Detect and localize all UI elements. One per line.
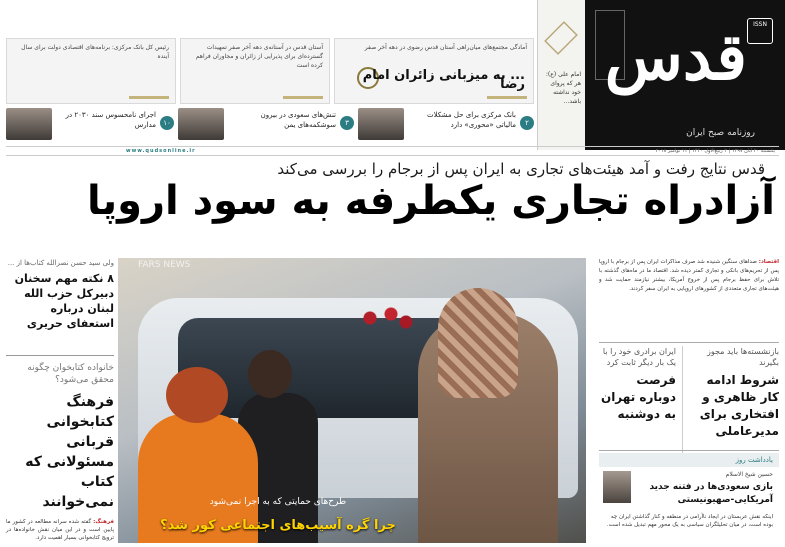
left-column <box>6 258 114 543</box>
promo-accent <box>129 96 169 99</box>
story-kicker: ولی سید حسن نصرالله کتاب‌ها از ... <box>7 259 114 267</box>
masthead <box>585 0 785 150</box>
thumb-item[interactable] <box>6 104 174 144</box>
story-body <box>6 518 114 542</box>
story-body-text: گفته شده سرانه مطالعه در کشور ما پایین است و در این میان نقش خانواده‌ها در ترویج کتابخوانی بسیار اهمیت دارد. <box>6 519 114 541</box>
story-tehran[interactable] <box>599 346 683 466</box>
promo-main-kicker: آمادگی مجتمع‌های میان‌راهی آستان قدس رضوی در دهه آخر صفر <box>364 44 527 51</box>
thumb-item[interactable] <box>358 104 534 144</box>
story-title: ۸ نکته مهم سخنان دبیرکل حزب الله لبنان درباره استعفای حریری <box>14 272 114 330</box>
story-title: شروط ادامه کار ظاهری و افتخاری برای مدیرعاملی <box>699 373 779 438</box>
story-kicker: بازنشسته‌ها باید مجوز بگیرند <box>706 347 779 367</box>
photo-caption-title[interactable]: چرا گره آسیب‌های اجتماعی کور شد؟ <box>160 518 396 533</box>
thumb-text: تنش‌های سعودی در بیرون سوشکمه‌های یمن <box>260 111 336 129</box>
quote-strip <box>537 0 585 150</box>
promo-mid[interactable] <box>180 38 330 104</box>
promo-main[interactable] <box>334 38 534 104</box>
story-title: فرهنگ کتابخوانی قربانی مسئولانی که کتاب نمی‌خوانند <box>25 394 114 510</box>
issue-box: ISSN <box>747 18 773 44</box>
newspaper-logo: قدس <box>604 20 747 95</box>
dateline <box>6 146 779 156</box>
item-number: ۳ <box>340 116 354 130</box>
promo-row <box>6 38 534 104</box>
item-number: ۱۰ <box>160 116 174 130</box>
thumb-row <box>6 104 534 144</box>
section-label: فرهنگ: <box>93 519 114 525</box>
author-photo <box>603 471 631 503</box>
website-link[interactable]: www.qudsonline.ir <box>126 148 196 154</box>
item-number: ۲ <box>520 116 534 130</box>
section-label: اقتصاد: <box>758 259 779 265</box>
lead-photo[interactable] <box>118 258 586 543</box>
photo-watermark: FARS NEWS <box>138 260 191 270</box>
promo-accent <box>283 96 323 99</box>
story-kicker: ایران برادری خود را با یک بار دیگر ثابت کرد <box>602 347 676 367</box>
thumb-item[interactable] <box>178 104 354 144</box>
promo-mid-text: آستان قدس در آستانه‌ی دهه آخر صفر تمهیدات گسترده‌ای برای پذیرایی از زائران و مجاوران فراهم کرده است <box>195 44 323 69</box>
daily-note[interactable] <box>599 450 779 545</box>
story-title: فرصت دوباره تهران به دوشنبه <box>600 373 676 421</box>
thumb-photo <box>6 108 52 140</box>
story-kicker: خانواده کتابخوان چگونه محقق می‌شود؟ <box>27 363 114 385</box>
thumb-text: بانک مرکزی برای حل مشکلات مالیاتی «محوری» دارد <box>427 111 516 129</box>
photo-child-head <box>166 367 228 423</box>
note-author: حسین شیخ الاسلام <box>725 471 773 478</box>
economy-article[interactable] <box>599 258 779 343</box>
headline-kicker: قدس نتایج رفت و آمد هیئت‌های تجاری به ایران پس از برجام را بررسی می‌کند <box>277 160 765 178</box>
story-reading[interactable] <box>6 362 114 542</box>
photo-caption-kicker: طرح‌های حمایتی که به اجرا نمی‌شود <box>209 497 347 507</box>
main-headline[interactable]: آزادراه تجاری یکطرفه به سود اروپا <box>87 178 775 224</box>
article-body: صداهای سنگین شنیده شد صرف مذاکرات ایران پس از برجام با اروپا پس از تحریم‌های بانکی و تجاری کمتر دیده شد. اقتصاد ما در ماه‌های گذشته با تلاش برای حفظ برجام پس از خروج آمریکا، بیشتر نیازمند حمایت شد و هیئت‌های تجاری متعددی از کشورهای اروپایی به ایران سفر کردند. <box>599 259 779 292</box>
quote-text: امام علی (ع): هر که پروای خود نداشته باشد... <box>545 71 581 105</box>
photo-scarf <box>438 288 518 398</box>
ornament-icon <box>544 21 578 55</box>
right-column <box>599 258 779 543</box>
issue-date: یکشنبه ۲۰ آبان ۱۳۹۷ | ۳ ربیع‌الاول ۱۴۴۰ | ۱۱ نوامبر ۲۰۱۸ <box>655 148 775 154</box>
note-title: بازی سعودی‌ها در فتنه جدید آمریکایی-صهیونیستی <box>649 482 773 505</box>
story-nasrallah[interactable] <box>6 258 114 356</box>
promo-left-text: رئیس کل بانک مرکزی: برنامه‌های اقتصادی دولت برای سال آینده <box>21 44 169 60</box>
promo-main-headline: ... به میزبانی زائران امام رضا <box>362 68 525 92</box>
daily-note-label: یادداشت روز <box>599 453 779 467</box>
promo-accent <box>487 96 527 99</box>
thumb-photo <box>358 108 404 140</box>
note-body: اینکه نقش عربستان در ایجاد ناآرامی در منطقه و کنار گذاشتن ایران چه بوده است، در میان تحلیلگران سیاسی به یک محور مهم تبدیل شده است. <box>606 514 773 528</box>
promo-left[interactable] <box>6 38 176 104</box>
thumb-photo <box>178 108 224 140</box>
newspaper-subtitle: روزنامه صبح ایران <box>686 128 755 138</box>
thumb-text: اجرای نامحسوس سند ۲۰۳۰ در مدارس <box>65 111 156 129</box>
story-retirees[interactable] <box>691 346 779 466</box>
photo-boy-head <box>248 350 292 398</box>
photo-flowers <box>358 298 418 338</box>
